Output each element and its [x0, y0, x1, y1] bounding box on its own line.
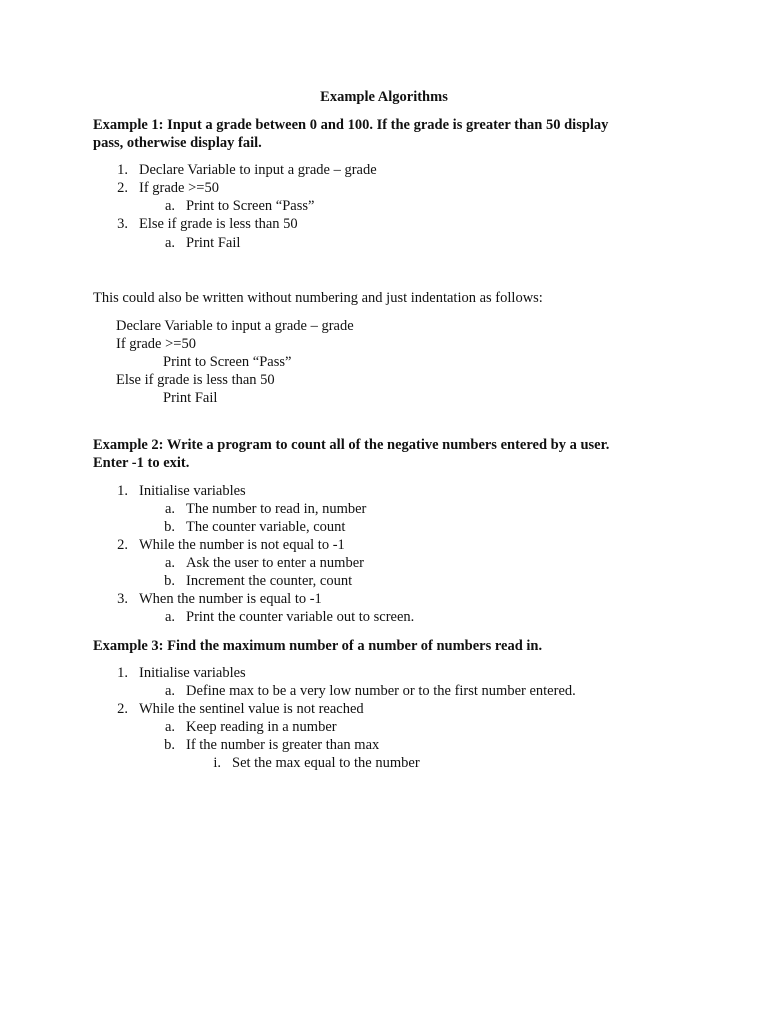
list-marker: a. — [164, 555, 175, 571]
list-marker: i. — [213, 755, 221, 771]
list-item-text: Ask the user to enter a number — [186, 555, 364, 571]
list-marker: a. — [164, 198, 175, 214]
list-marker: 2. — [117, 537, 128, 553]
list-marker: 2. — [117, 180, 128, 196]
list-item-text: While the sentinel value is not reached — [139, 701, 364, 717]
list-item-text: Initialise variables — [139, 665, 246, 681]
list-item-text: Print to Screen “Pass” — [186, 198, 315, 214]
list-item-text: Set the max equal to the number — [232, 755, 420, 771]
list-marker: 1. — [117, 665, 128, 681]
list-item-text: Print the counter variable out to screen. — [186, 609, 415, 625]
list-item-text: Declare Variable to input a grade – grade — [139, 162, 377, 178]
example1-heading-line2: pass, otherwise display fail. — [93, 135, 262, 151]
list-marker: 1. — [117, 162, 128, 178]
list-item-text: Initialise variables — [139, 483, 246, 499]
list-marker: 2. — [117, 701, 128, 717]
indent-line: Print to Screen “Pass” — [163, 354, 292, 370]
list-marker: a. — [164, 501, 175, 517]
list-item-text: If the number is greater than max — [186, 737, 380, 753]
example1-heading-line1: Example 1: Input a grade between 0 and 100. If the grade is greater than 50 display — [93, 117, 609, 133]
list-marker: b. — [164, 573, 175, 589]
example2-heading-line1: Example 2: Write a program to count all of the negative numbers entered by a user. — [93, 437, 610, 453]
list-item-text: Define max to be a very low number or to the first number entered. — [186, 683, 576, 699]
list-marker: b. — [164, 737, 175, 753]
list-item-text: The number to read in, number — [186, 501, 367, 517]
indent-line: If grade >=50 — [116, 336, 196, 352]
list-item-text: Print Fail — [186, 235, 241, 251]
example2-heading-line2: Enter -1 to exit. — [93, 455, 190, 471]
list-item-text: While the number is not equal to -1 — [139, 537, 345, 553]
indent-line: Declare Variable to input a grade – grade — [116, 318, 354, 334]
indent-line: Else if grade is less than 50 — [116, 372, 275, 388]
indent-intro: This could also be written without numbering and just indentation as follows: — [93, 290, 543, 306]
indent-line: Print Fail — [163, 390, 218, 406]
list-marker: a. — [164, 235, 175, 251]
list-marker: 3. — [117, 216, 128, 232]
example3-heading: Example 3: Find the maximum number of a number of numbers read in. — [93, 638, 543, 654]
list-item-text: Else if grade is less than 50 — [139, 216, 298, 232]
list-item-text: Increment the counter, count — [186, 573, 353, 589]
list-marker: 1. — [117, 483, 128, 499]
list-marker: a. — [164, 609, 175, 625]
list-item-text: When the number is equal to -1 — [139, 591, 322, 607]
list-marker: 3. — [117, 591, 128, 607]
list-marker: a. — [164, 719, 175, 735]
page-title: Example Algorithms — [320, 89, 448, 105]
list-item-text: If grade >=50 — [139, 180, 219, 196]
list-marker: b. — [164, 519, 175, 535]
list-item-text: Keep reading in a number — [186, 719, 337, 735]
list-marker: a. — [164, 683, 175, 699]
list-item-text: The counter variable, count — [186, 519, 346, 535]
